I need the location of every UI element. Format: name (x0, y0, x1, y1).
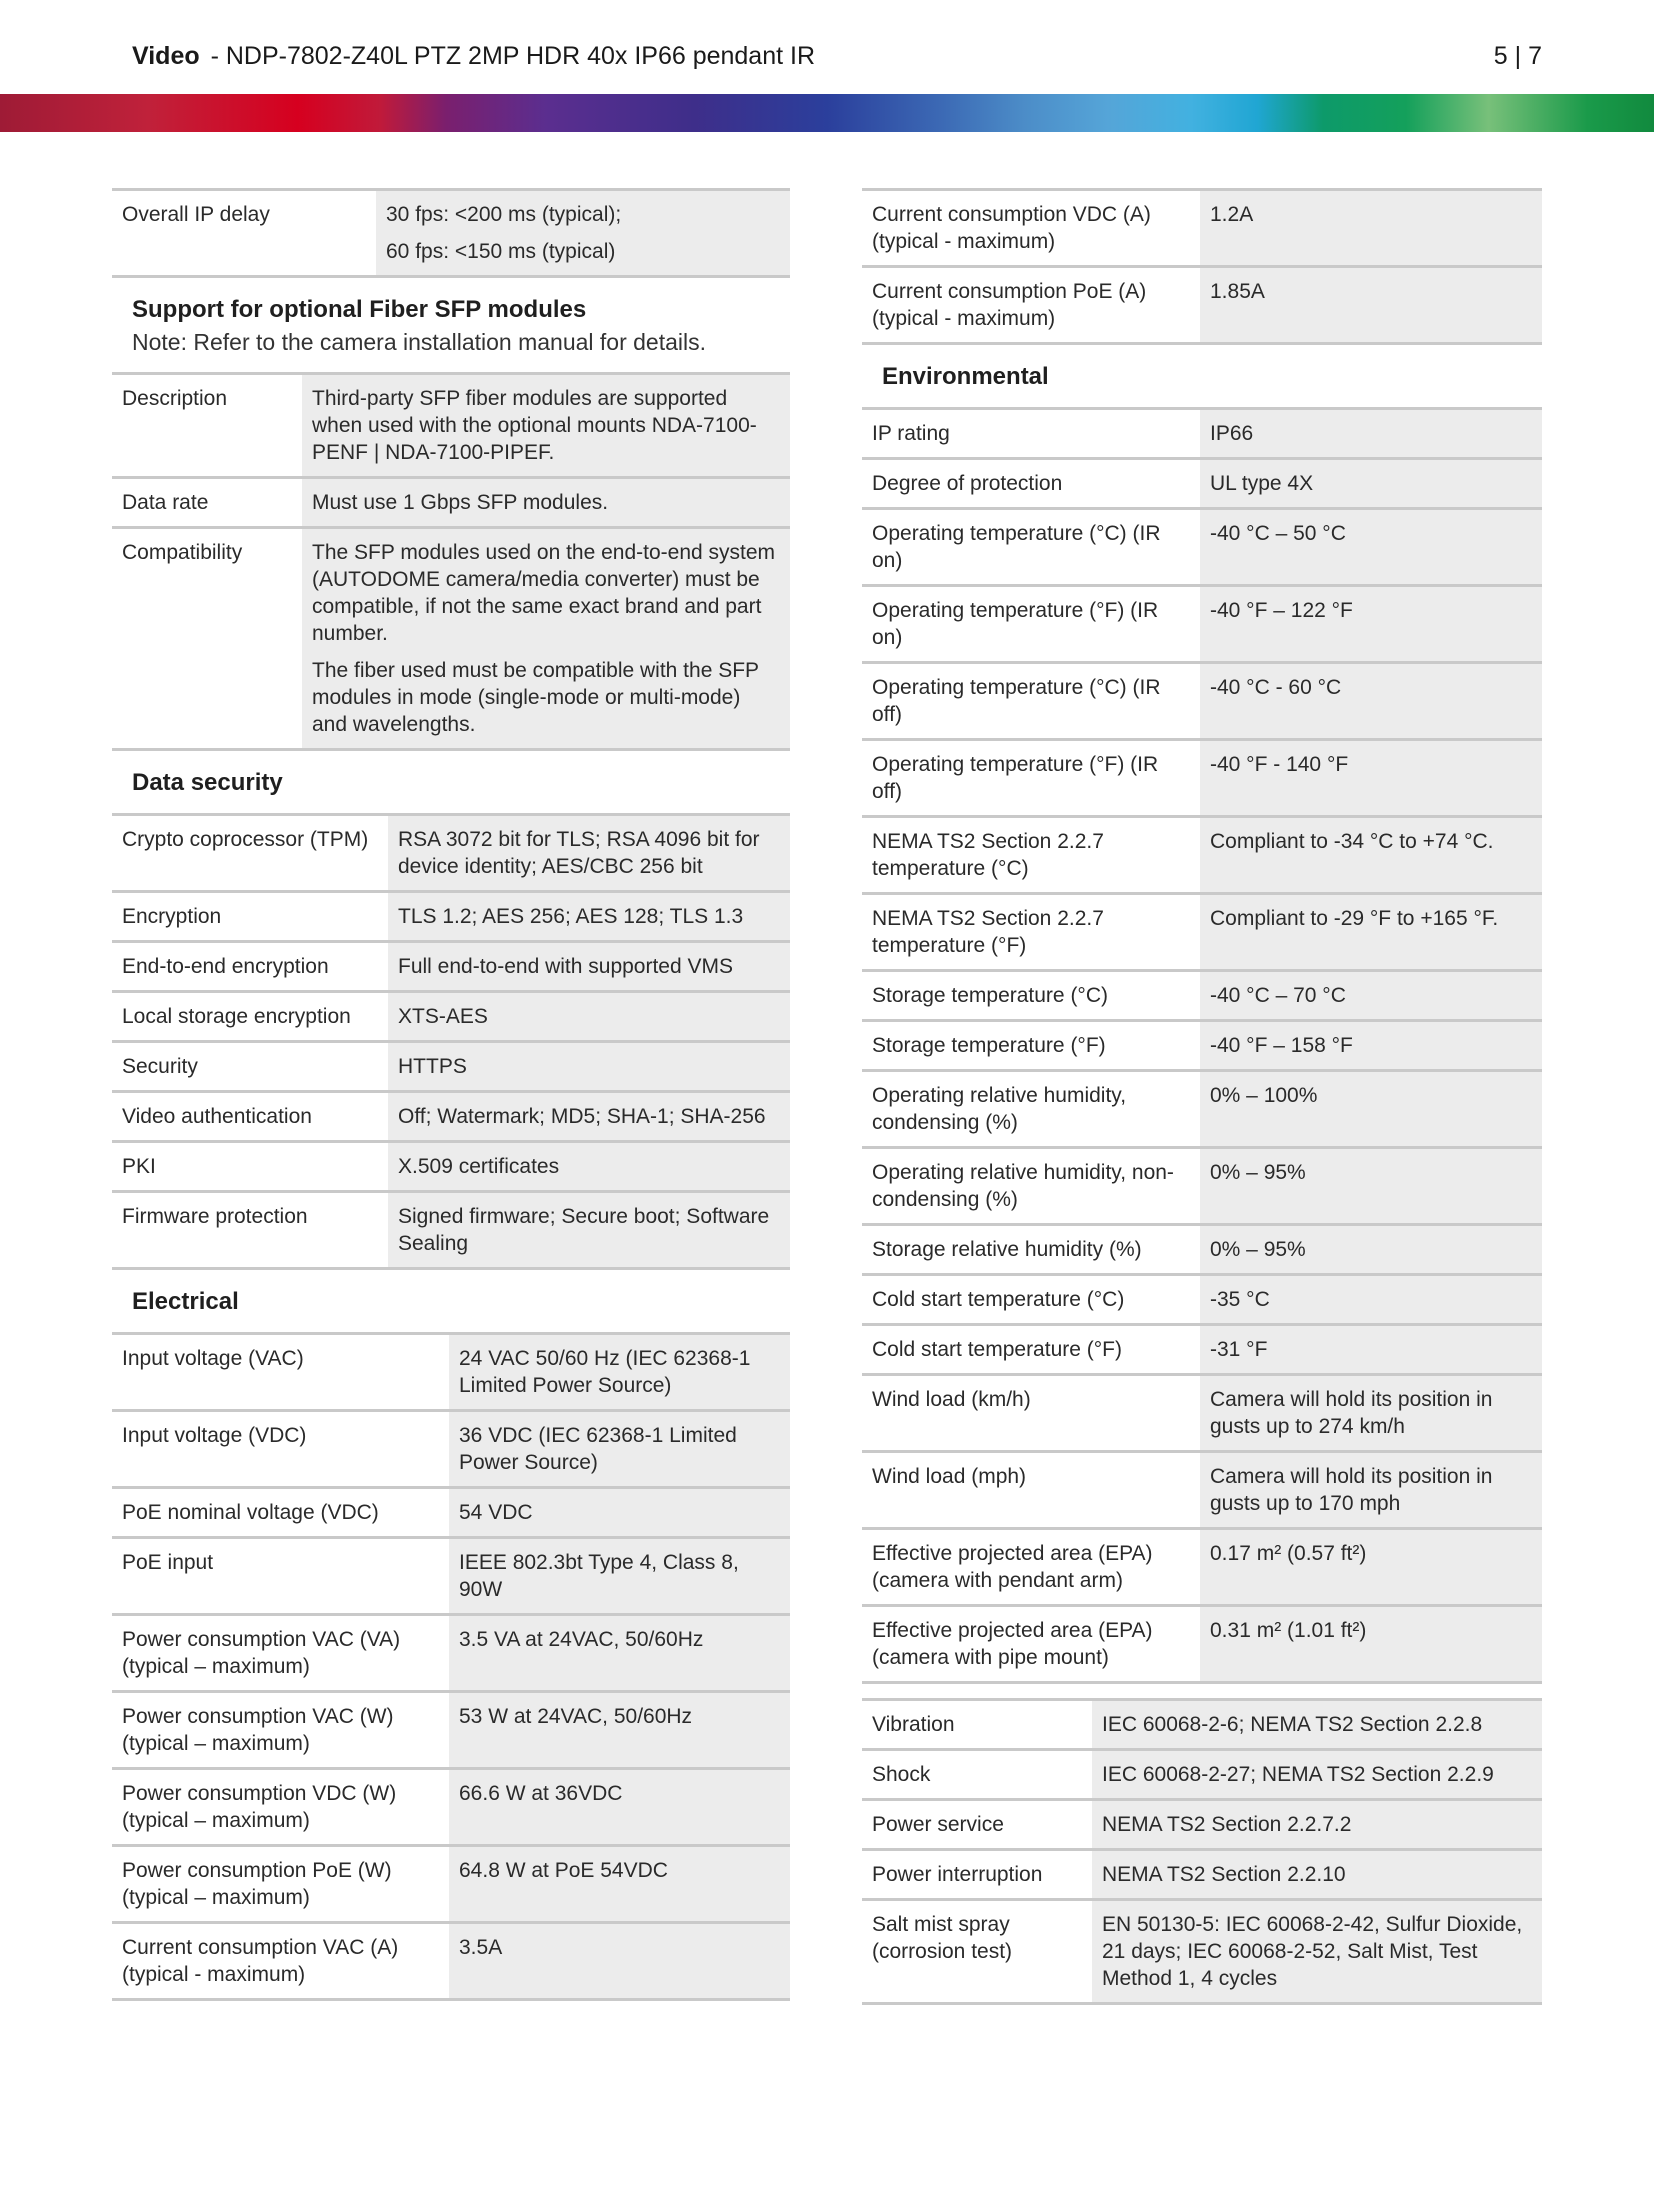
spec-value: IEC 60068-2-6; NEMA TS2 Section 2.2.8 (1092, 1701, 1542, 1750)
spec-label: NEMA TS2 Section 2.2.7 temperature (°C) (862, 817, 1200, 894)
spec-value: 0.31 m² (1.01 ft²) (1200, 1606, 1542, 1683)
spec-value: -40 °C – 70 °C (1200, 971, 1542, 1021)
table-row (112, 190, 790, 277)
table-row (862, 190, 1542, 267)
table-row (862, 894, 1542, 971)
section-heading: Support for optional Fiber SFP modules (132, 296, 587, 323)
spec-value: 53 W at 24VAC, 50/60Hz (449, 1692, 790, 1769)
spec-label: Current consumption VDC (A) (typical - maximum) (862, 190, 1200, 267)
table-row (862, 1071, 1542, 1148)
spec-value: 0.17 m² (0.57 ft²) (1200, 1529, 1542, 1606)
spec-value: 66.6 W at 36VDC (449, 1769, 790, 1846)
spec-label: PKI (112, 1142, 388, 1192)
spec-label: Data rate (112, 478, 302, 528)
spec-value: 36 VDC (IEC 62368-1 Limited Power Source) (449, 1411, 790, 1488)
current-consumption-table (862, 188, 1542, 345)
spec-label: Power service (862, 1800, 1092, 1850)
table-row (862, 1850, 1542, 1900)
spec-value (302, 528, 790, 750)
spec-label: Power consumption VAC (W) (typical – maximum) (112, 1692, 449, 1769)
spec-value: NEMA TS2 Section 2.2.10 (1092, 1850, 1542, 1900)
table-row (862, 1900, 1542, 2004)
spec-label: Cold start temperature (°C) (862, 1275, 1200, 1325)
table-row (862, 586, 1542, 663)
spec-value (376, 190, 790, 277)
spec-value-line: 60 fps: <150 ms (typical) (386, 240, 616, 263)
spec-label: Overall IP delay (112, 190, 376, 277)
table-row (862, 1325, 1542, 1375)
spec-label: Salt mist spray (corrosion test) (862, 1900, 1092, 2004)
spec-label: Crypto coprocessor (TPM) (112, 816, 388, 892)
spec-value-paragraph: The SFP modules used on the end-to-end system (AUTODOME camera/media converter) must be compatible, if not the same exact brand and part number. (312, 541, 776, 645)
table-row (112, 1769, 790, 1846)
spec-label: Wind load (mph) (862, 1452, 1200, 1529)
table-row (112, 1846, 790, 1923)
spec-value: -40 °C - 60 °C (1200, 663, 1542, 740)
spec-value: Camera will hold its position in gusts up to 274 km/h (1200, 1375, 1542, 1452)
spec-value: 3.5 VA at 24VAC, 50/60Hz (449, 1615, 790, 1692)
spec-value-line: 30 fps: <200 ms (typical); (386, 203, 622, 226)
table-row (112, 816, 790, 892)
table-row (112, 478, 790, 528)
spec-value: IEEE 802.3bt Type 4, Class 8, 90W (449, 1538, 790, 1615)
spec-label: Effective projected area (EPA) (camera with pipe mount) (862, 1606, 1200, 1683)
spec-label: PoE input (112, 1538, 449, 1615)
table-row (112, 942, 790, 992)
spec-label: End-to-end encryption (112, 942, 388, 992)
section-heading: Data security (132, 769, 283, 796)
spec-value: Full end-to-end with supported VMS (388, 942, 790, 992)
table-row (112, 1692, 790, 1769)
header-title: - NDP-7802-Z40L PTZ 2MP HDR 40x IP66 pendant IR (210, 42, 816, 70)
spec-label: PoE nominal voltage (VDC) (112, 1488, 449, 1538)
table-row (112, 1192, 790, 1269)
spec-label: Local storage encryption (112, 992, 388, 1042)
spec-label: Encryption (112, 892, 388, 942)
section-environmental (862, 345, 1542, 410)
table-row (112, 1923, 790, 2000)
spec-value: XTS-AES (388, 992, 790, 1042)
table-row (862, 1606, 1542, 1683)
table-row (112, 375, 790, 478)
spec-value: -31 °F (1200, 1325, 1542, 1375)
table-row (862, 267, 1542, 344)
spec-value: EN 50130-5: IEC 60068-2-42, Sulfur Dioxide, 21 days; IEC 60068-2-52, Salt Mist, Test Method 1, 4 cycles (1092, 1900, 1542, 2004)
spec-label: Cold start temperature (°F) (862, 1325, 1200, 1375)
spec-label: Wind load (km/h) (862, 1375, 1200, 1452)
table-row (862, 1529, 1542, 1606)
spec-value: Third-party SFP fiber modules are supported when used with the optional mounts NDA-7100-PENF | NDA-7100-PIPEF. (302, 375, 790, 478)
standards-table (862, 1701, 1542, 2005)
spec-label: Video authentication (112, 1092, 388, 1142)
spec-label: Input voltage (VDC) (112, 1411, 449, 1488)
section-heading: Environmental (882, 363, 1049, 390)
spec-value: RSA 3072 bit for TLS; RSA 4096 bit for device identity; AES/CBC 256 bit (388, 816, 790, 892)
spec-label: Effective projected area (EPA) (camera with pendant arm) (862, 1529, 1200, 1606)
spec-value: UL type 4X (1200, 459, 1542, 509)
electrical-table (112, 1335, 790, 2001)
table-row (112, 1092, 790, 1142)
spec-label: Compatibility (112, 528, 302, 750)
table-row (862, 1225, 1542, 1275)
spec-label: Operating relative humidity, condensing (%) (862, 1071, 1200, 1148)
spec-value: Off; Watermark; MD5; SHA-1; SHA-256 (388, 1092, 790, 1142)
section-data-security (112, 751, 790, 816)
section-heading: Electrical (132, 1288, 239, 1315)
table-row (112, 1411, 790, 1488)
spec-value: -40 °F - 140 °F (1200, 740, 1542, 817)
spec-value: -40 °C – 50 °C (1200, 509, 1542, 586)
table-row (862, 1800, 1542, 1850)
spec-value: Camera will hold its position in gusts up to 170 mph (1200, 1452, 1542, 1529)
table-row (112, 1142, 790, 1192)
spec-label: Security (112, 1042, 388, 1092)
spec-label: Operating temperature (°F) (IR off) (862, 740, 1200, 817)
spec-label: Vibration (862, 1701, 1092, 1750)
table-row (112, 1335, 790, 1411)
spec-label: Power consumption VAC (VA) (typical – maximum) (112, 1615, 449, 1692)
spec-value: -40 °F – 158 °F (1200, 1021, 1542, 1071)
spec-value: HTTPS (388, 1042, 790, 1092)
table-row (112, 1488, 790, 1538)
spec-label: Operating temperature (°F) (IR on) (862, 586, 1200, 663)
table-row (862, 971, 1542, 1021)
table-row (862, 1021, 1542, 1071)
table-row (112, 1615, 790, 1692)
spec-label: Operating temperature (°C) (IR off) (862, 663, 1200, 740)
right-column (862, 188, 1542, 2005)
table-row (862, 1375, 1542, 1452)
environmental-table (862, 410, 1542, 1684)
spec-value: -35 °C (1200, 1275, 1542, 1325)
spec-label: Operating temperature (°C) (IR on) (862, 509, 1200, 586)
section-note: Note: Refer to the camera installation manual for details. (132, 329, 707, 355)
spec-value: -40 °F – 122 °F (1200, 586, 1542, 663)
spec-label: Description (112, 375, 302, 478)
section-electrical (112, 1270, 790, 1335)
table-row (862, 817, 1542, 894)
spec-label: Storage temperature (°F) (862, 1021, 1200, 1071)
spec-value: 0% – 100% (1200, 1071, 1542, 1148)
spec-value: 3.5A (449, 1923, 790, 2000)
table-row (112, 892, 790, 942)
spec-label: Current consumption PoE (A) (typical - maximum) (862, 267, 1200, 344)
table-row (862, 663, 1542, 740)
spec-value: Must use 1 Gbps SFP modules. (302, 478, 790, 528)
ip-delay-table (112, 188, 790, 278)
table-row (862, 1275, 1542, 1325)
table-row (112, 528, 790, 750)
spec-value: NEMA TS2 Section 2.2.7.2 (1092, 1800, 1542, 1850)
table-row (112, 1538, 790, 1615)
spec-value-paragraph: The fiber used must be compatible with the SFP modules in mode (single-mode or multi-mode) and wavelengths. (312, 659, 759, 736)
spec-label: Operating relative humidity, non-condensing (%) (862, 1148, 1200, 1225)
spec-label: Input voltage (VAC) (112, 1335, 449, 1411)
spec-label: Power consumption VDC (W) (typical – maximum) (112, 1769, 449, 1846)
page-header (132, 36, 1542, 76)
spec-value: IP66 (1200, 410, 1542, 459)
spec-label: Storage temperature (°C) (862, 971, 1200, 1021)
spec-value: 24 VAC 50/60 Hz (IEC 62368-1 Limited Power Source) (449, 1335, 790, 1411)
spec-value: Compliant to -34 °C to +74 °C. (1200, 817, 1542, 894)
header-brand: Video (132, 42, 200, 70)
spec-value: 0% – 95% (1200, 1225, 1542, 1275)
spec-label: NEMA TS2 Section 2.2.7 temperature (°F) (862, 894, 1200, 971)
spec-value: 54 VDC (449, 1488, 790, 1538)
table-row (862, 740, 1542, 817)
spec-label: Storage relative humidity (%) (862, 1225, 1200, 1275)
spec-value: Compliant to -29 °F to +165 °F. (1200, 894, 1542, 971)
spec-value: TLS 1.2; AES 256; AES 128; TLS 1.3 (388, 892, 790, 942)
spec-value: 0% – 95% (1200, 1148, 1542, 1225)
table-row (112, 1042, 790, 1092)
spec-label: IP rating (862, 410, 1200, 459)
sfp-table (112, 375, 790, 751)
table-row (862, 1701, 1542, 1750)
table-row (862, 1148, 1542, 1225)
table-row (862, 459, 1542, 509)
table-row (862, 509, 1542, 586)
table-spacer (862, 1684, 1542, 1701)
table-row (112, 992, 790, 1042)
security-table (112, 816, 790, 1270)
spec-value: 1.85A (1200, 267, 1542, 344)
left-column (112, 188, 790, 2001)
spec-label: Power consumption PoE (W) (typical – maximum) (112, 1846, 449, 1923)
spec-label: Current consumption VAC (A) (typical - maximum) (112, 1923, 449, 2000)
spec-value: X.509 certificates (388, 1142, 790, 1192)
brand-color-bar (0, 94, 1654, 132)
spec-value: 1.2A (1200, 190, 1542, 267)
spec-label: Degree of protection (862, 459, 1200, 509)
spec-label: Power interruption (862, 1850, 1092, 1900)
table-row (862, 410, 1542, 459)
spec-label: Shock (862, 1750, 1092, 1800)
spec-value: 64.8 W at PoE 54VDC (449, 1846, 790, 1923)
section-sfp (112, 278, 790, 375)
spec-value: Signed firmware; Secure boot; Software Sealing (388, 1192, 790, 1269)
table-row (862, 1750, 1542, 1800)
spec-value: IEC 60068-2-27; NEMA TS2 Section 2.2.9 (1092, 1750, 1542, 1800)
table-row (862, 1452, 1542, 1529)
page-number: 5 | 7 (1493, 42, 1542, 70)
spec-label: Firmware protection (112, 1192, 388, 1269)
